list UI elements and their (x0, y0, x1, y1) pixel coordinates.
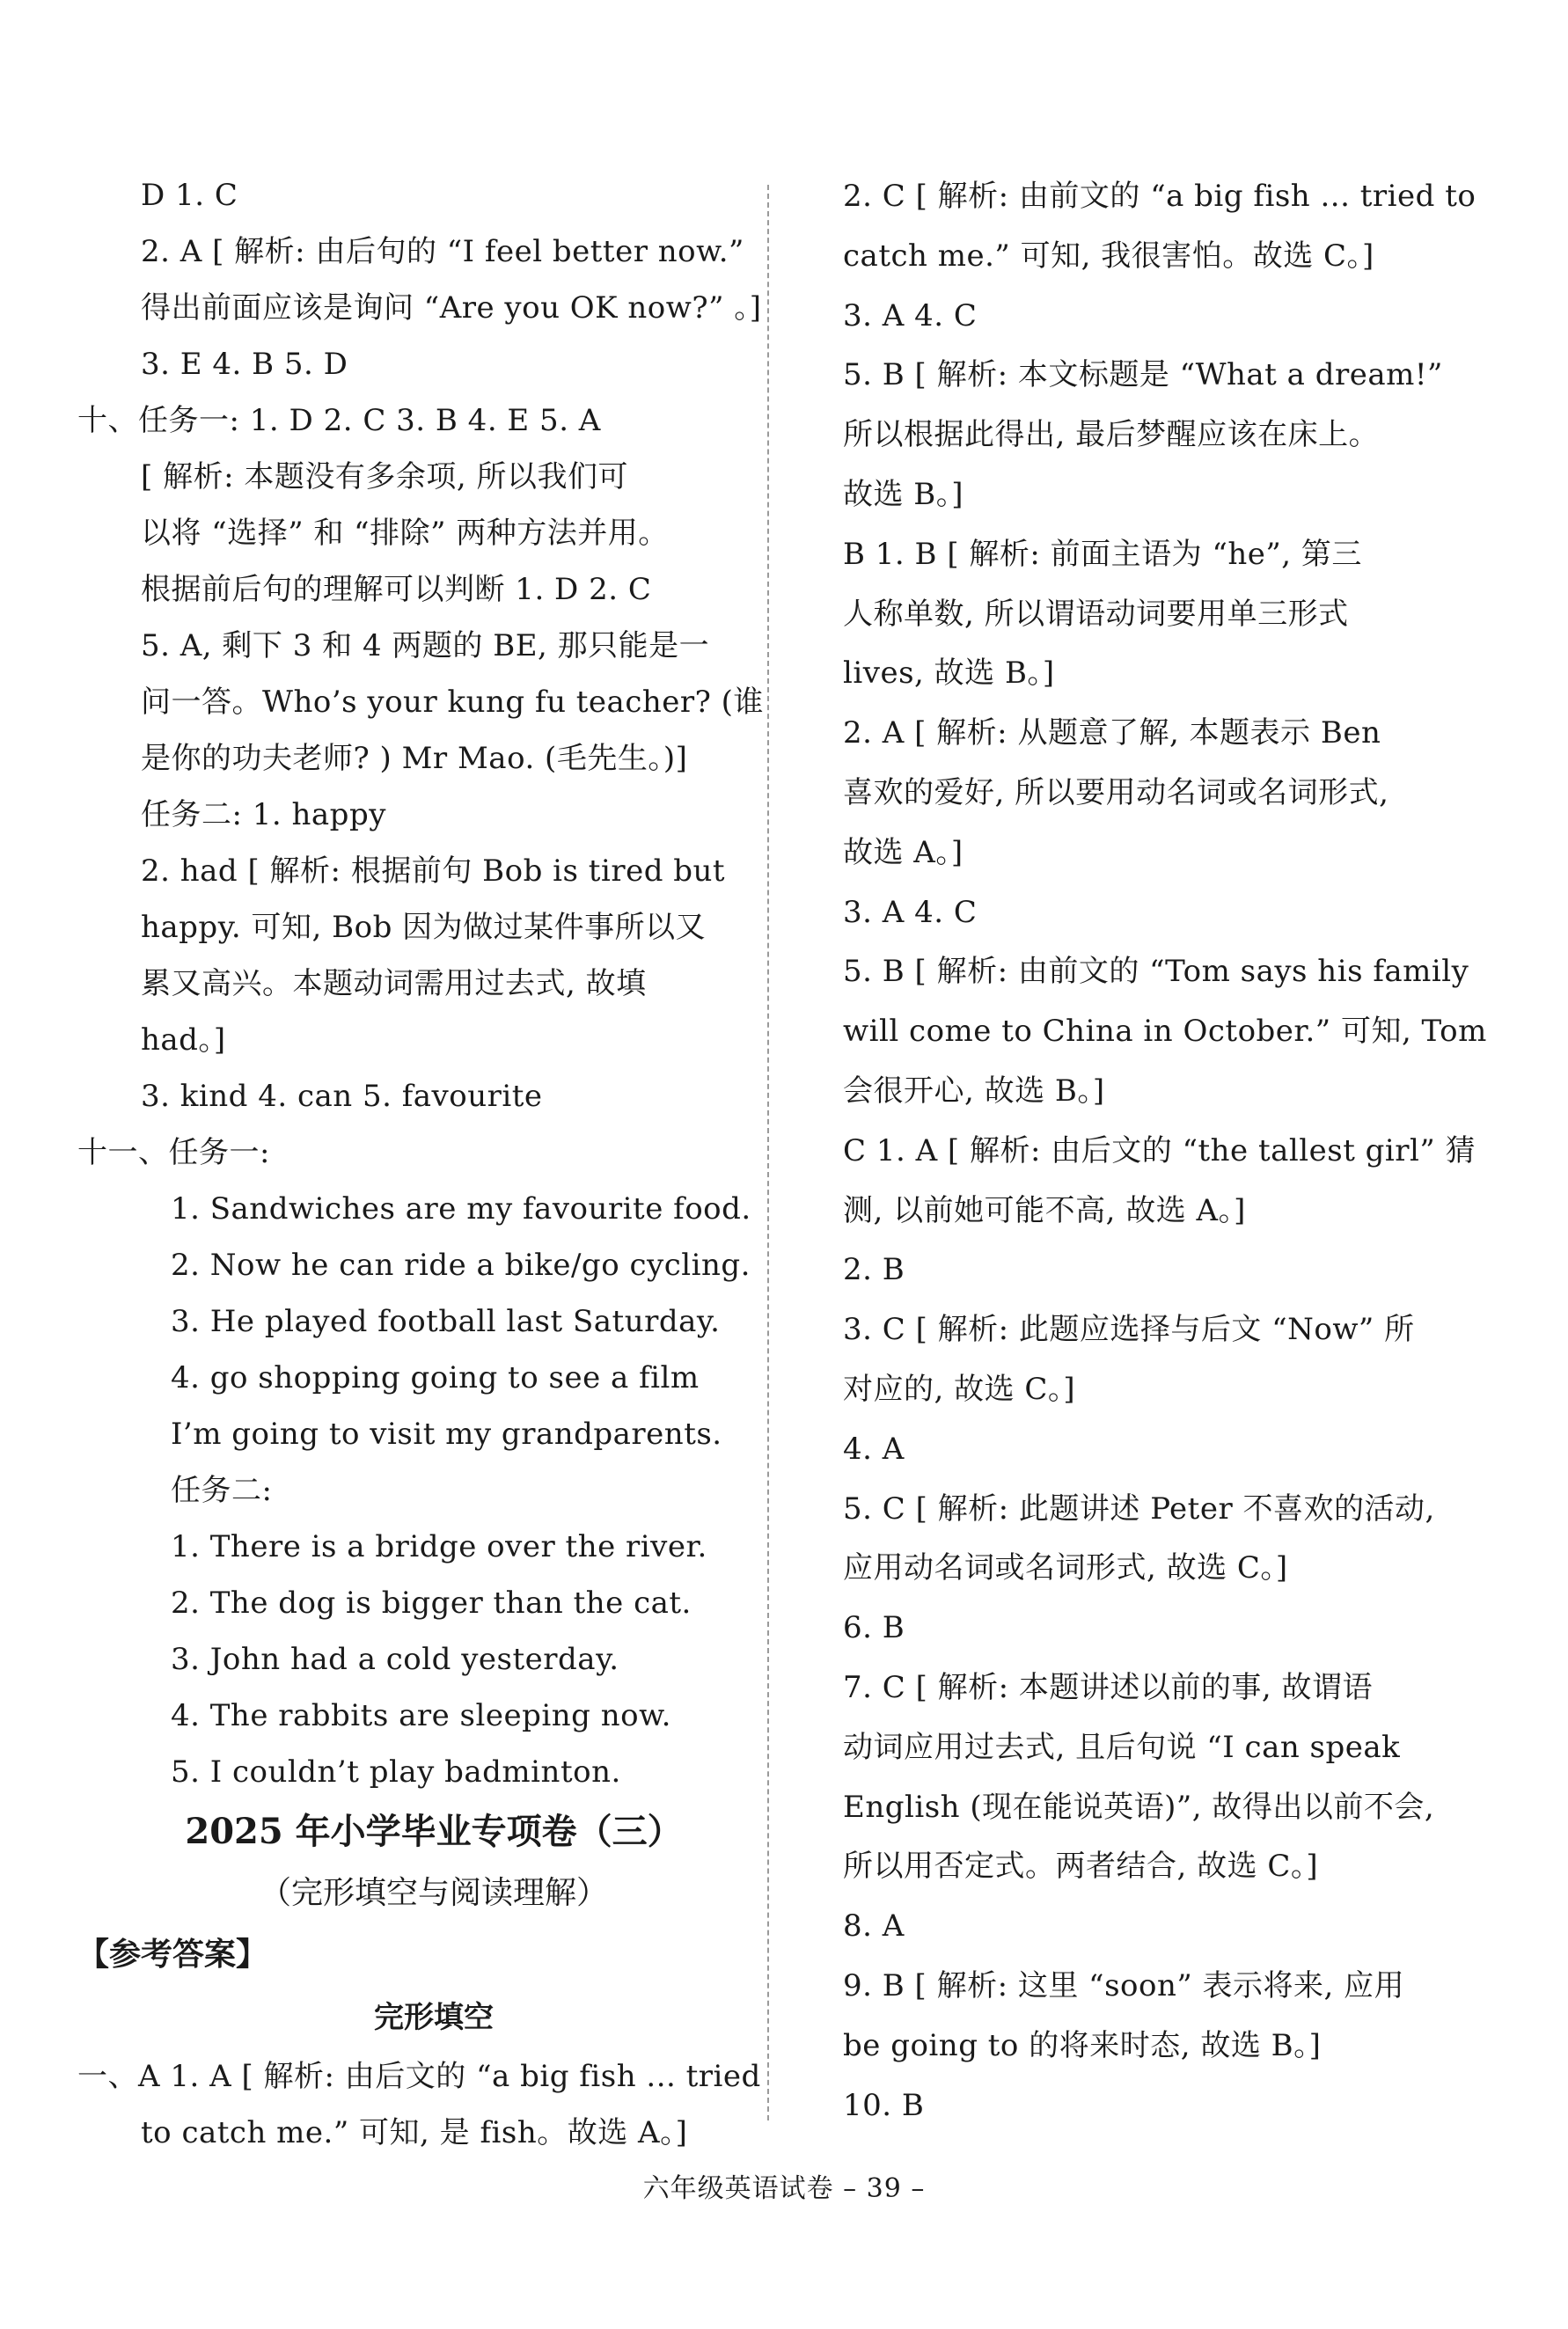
answer-line: 任务二: (171, 1473, 273, 1508)
answer-line: B 1. B [ 解析: 前面主语为 “he”, 第三 (843, 536, 1362, 572)
answer-line: 10. B (843, 2087, 925, 2123)
answer-line: 一、A 1. A [ 解析: 由后文的 “a big fish ... tried (77, 2059, 761, 2094)
answer-line: 2. A [ 解析: 从题意了解, 本题表示 Ben (843, 715, 1381, 751)
left-column (77, 167, 764, 2161)
answer-line: lives, 故选 B。] (843, 655, 1055, 692)
answer-line: 任务二: 1. happy (141, 797, 386, 832)
section-subtitle: （完形填空与阅读理解） (259, 1875, 608, 1911)
answer-line: [ 解析: 本题没有多余项, 所以我们可 (141, 459, 628, 494)
cloze-heading: 完形填空 (374, 2000, 494, 2035)
answer-line: 6. B (843, 1610, 905, 1646)
answer-line: 故选 B。] (843, 476, 964, 512)
answer-line: be going to 的将来时态, 故选 B。] (843, 2027, 1322, 2063)
section-title: 2025 年小学毕业专项卷（三） (185, 1811, 683, 1852)
answer-line: 喜欢的爱好, 所以要用动名词或名词形式, (843, 774, 1389, 810)
answer-line: to catch me.” 可知, 是 fish。故选 A。] (141, 2115, 688, 2150)
answer-line: 3. He played football last Saturday. (171, 1304, 721, 1339)
answer-line: 1. There is a bridge over the river. (171, 1529, 707, 1564)
answer-line: 7. C [ 解析: 本题讲述以前的事, 故谓语 (843, 1669, 1374, 1705)
answer-line: 对应的, 故选 C。] (843, 1371, 1076, 1407)
reference-answer-label: 【参考答案】 (77, 1937, 268, 1973)
answer-line: 5. A, 剩下 3 和 4 两题的 BE, 那只能是一 (141, 628, 710, 663)
answer-line: 2. The dog is bigger than the cat. (171, 1586, 692, 1621)
answer-line: 3. E 4. B 5. D (141, 347, 348, 382)
answer-line: 3. A 4. C (843, 297, 978, 333)
answer-line: 所以用否定式。两者结合, 故选 C。] (843, 1849, 1319, 1885)
answer-line: 人称单数, 所以谓语动词要用单三形式 (843, 596, 1349, 632)
answer-line: 1. Sandwiches are my favourite food. (171, 1191, 751, 1227)
answer-line: 以将 “选择” 和 “排除” 两种方法并用。 (141, 516, 669, 551)
right-column (827, 167, 1487, 2135)
answer-line: 故选 A。] (843, 834, 964, 870)
answer-line: 得出前面应该是询问 “Are you OK now?” 。] (141, 290, 762, 326)
answer-line: catch me.” 可知, 我很害怕。故选 C。] (843, 238, 1374, 274)
answer-line: 十、任务一: 1. D 2. C 3. B 4. E 5. A (77, 403, 601, 438)
answer-line: 会很开心, 故选 B。] (843, 1073, 1105, 1109)
answer-line: 2. had [ 解析: 根据前句 Bob is tired but (141, 853, 726, 889)
answer-line: 3. kind 4. can 5. favourite (141, 1079, 543, 1114)
answer-line: English (现在能说英语)”, 故得出以前不会, (843, 1789, 1435, 1825)
answer-line: 9. B [ 解析: 这里 “soon” 表示将来, 应用 (843, 1967, 1405, 2003)
answer-line: 5. B [ 解析: 由前文的 “Tom says his family (843, 954, 1469, 990)
answer-line: 2. Now he can ride a bike/go cycling. (171, 1248, 751, 1283)
answer-line: D 1. C (141, 178, 238, 213)
answer-line: 累又高兴。本题动词需用过去式, 故填 (141, 966, 647, 1001)
answer-line: happy. 可知, Bob 因为做过某件事所以又 (141, 910, 707, 945)
answer-line: 2. B (843, 1252, 905, 1288)
answer-line: 5. I couldn’t play badminton. (171, 1754, 621, 1790)
answer-line: 4. The rabbits are sleeping now. (171, 1698, 671, 1733)
answer-line: 3. John had a cold yesterday. (171, 1642, 619, 1677)
answer-line: 测, 以前她可能不高, 故选 A。] (843, 1192, 1246, 1228)
answer-line: 问一答。Who’s your kung fu teacher? (谁 (141, 685, 764, 720)
answer-line: 3. C [ 解析: 此题应选择与后文 “Now” 所 (843, 1312, 1415, 1348)
answer-line: 4. go shopping going to see a film (171, 1360, 700, 1395)
answer-line: 3. A 4. C (843, 894, 978, 930)
answer-line: had。] (141, 1022, 226, 1058)
answer-line: 是你的功夫老师? ) Mr Mao. (毛先生。)] (141, 741, 688, 776)
page-footer: 六年级英语试卷 – 39 – (642, 2173, 926, 2204)
left-answer-lines (77, 167, 764, 1800)
answer-line: 5. C [ 解析: 此题讲述 Peter 不喜欢的活动, (843, 1490, 1435, 1527)
answer-line: will come to China in October.” 可知, Tom (843, 1014, 1487, 1050)
answer-line: 根据前后句的理解可以判断 1. D 2. C (141, 572, 652, 607)
answer-line: 8. A (843, 1908, 905, 1944)
answer-line: 应用动名词或名词形式, 故选 C。] (843, 1550, 1288, 1586)
left-cloze-lines (77, 2048, 761, 2161)
answer-line: 4. A (843, 1431, 905, 1467)
answer-line: C 1. A [ 解析: 由后文的 “the tallest girl” 猜 (843, 1132, 1476, 1168)
answer-line: 5. B [ 解析: 本文标题是 “What a dream!” (843, 357, 1443, 393)
answer-line: 2. A [ 解析: 由后句的 “I feel better now.” (141, 234, 744, 269)
answer-line: 2. C [ 解析: 由前文的 “a big fish ... tried to (843, 179, 1476, 214)
answer-line: I’m going to visit my grandparents. (171, 1417, 722, 1452)
answer-line: 动词应用过去式, 且后句说 “I can speak (843, 1729, 1401, 1765)
column-divider (767, 185, 769, 2120)
answer-line: 所以根据此得出, 最后梦醒应该在床上。 (843, 417, 1380, 453)
answer-line: 十一、任务一: (77, 1135, 270, 1170)
